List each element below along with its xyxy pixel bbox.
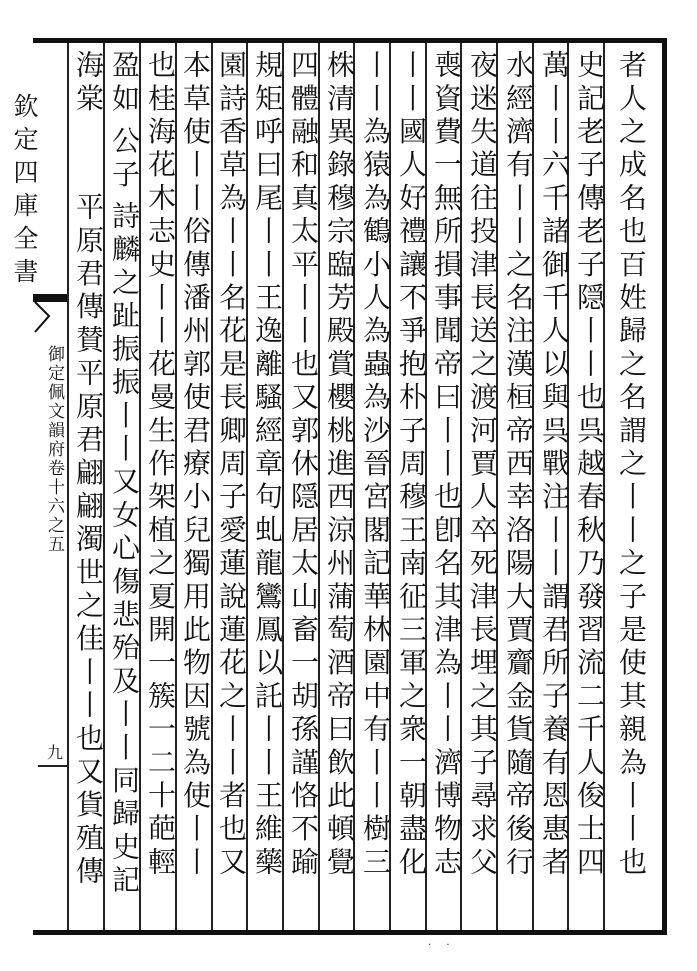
- text-line: 平原君傳賛平原君翩翩濁世之佳丨丨也又貨殖傳: [72, 192, 105, 890]
- text-line: 者人之成名也百姓歸之名謂之丨丨之子是使其親為丨丨也: [615, 50, 648, 880]
- text-line: 夜迷失道往投津長送之渡河賈人卒死津長埋之其子尋求父: [466, 50, 499, 880]
- text-column-16: [71, 50, 105, 890]
- text-line: 園詩香草為丨丨名花是長卿周子愛蓮說蓮花之丨丨者也又: [215, 50, 248, 880]
- text-line: 丨丨為猿為鶴小人為蟲為沙晉宮閣記華林園中有丨丨樹三: [359, 50, 392, 880]
- text-line: 本草使丨丨俗傳潘州郭使君療小兒獨用此物因號為使丨丨: [179, 50, 212, 880]
- text-line: 水經濟有丨丨之名注漢桓帝西幸洛陽大賈齎金貨隨帝後行: [502, 50, 535, 880]
- text-column-3: [537, 50, 571, 880]
- page-number-rule: [38, 765, 67, 767]
- text-line: 史記老子傳老子隠丨丨也呉越春秋乃發習流二千人俊士四: [573, 50, 606, 880]
- text-column-12: [214, 50, 248, 880]
- text-line: 喪資費一無所損事聞帝曰丨丨也卽名其津為丨丨濟博物志: [430, 50, 463, 880]
- text-line: 海棠: [72, 50, 105, 117]
- fishtail-ornament: [33, 298, 67, 340]
- text-column-5: [465, 50, 499, 880]
- volume-title: 御定佩文韻府卷十六之五: [44, 345, 64, 554]
- text-column-9: [322, 50, 356, 880]
- text-column-15: [107, 50, 141, 898]
- text-line: 規矩呼曰尾丨丨王逸離騷經章句虬龍鸞鳳以託丨丨王維藥: [251, 50, 284, 880]
- text-column-11: [250, 50, 284, 880]
- text-column-8: [358, 50, 392, 880]
- page-number: 九: [47, 743, 64, 762]
- book-title: 欽定四庫全書: [10, 93, 39, 291]
- text-column-2: [572, 50, 606, 880]
- text-line: 也桂海花木志史丨丨花曼生作架植之夏開一簇一二十葩輕: [144, 50, 177, 880]
- left-margin: [0, 43, 39, 930]
- text-column-6: [429, 50, 463, 880]
- text-column-14: [143, 50, 177, 880]
- text-line: 詩麟之趾振振丨丨又女心傷悲殆及丨丨同歸史記: [108, 200, 141, 899]
- text-line: 萬丨丨六千諸御千人以與呉戰注丨丨謂君所子養有恩惠者: [538, 50, 571, 880]
- text-line: 四體融和真太平丨丨也又郭休隠居太山畜一胡孫謹恪不踰: [287, 50, 320, 880]
- bottom-specks: · ·: [428, 940, 456, 951]
- entry-heading: 公子: [108, 126, 141, 193]
- text-line: 丨丨國人好禮讓不爭抱朴子周穆王南征三軍之衆一朝盡化: [395, 50, 428, 880]
- text-column-4: [501, 50, 535, 880]
- text-line: 盈如: [108, 50, 141, 117]
- text-column-13: [178, 50, 212, 880]
- text-column-1: [614, 50, 648, 880]
- column-rule: [67, 43, 69, 930]
- text-line: 株清異錄穆宗臨芳殿賞櫻桃進西涼州蒲萄酒帝曰飲此頓覺: [323, 50, 356, 880]
- text-column-7: [394, 50, 428, 880]
- text-column-10: [286, 50, 320, 880]
